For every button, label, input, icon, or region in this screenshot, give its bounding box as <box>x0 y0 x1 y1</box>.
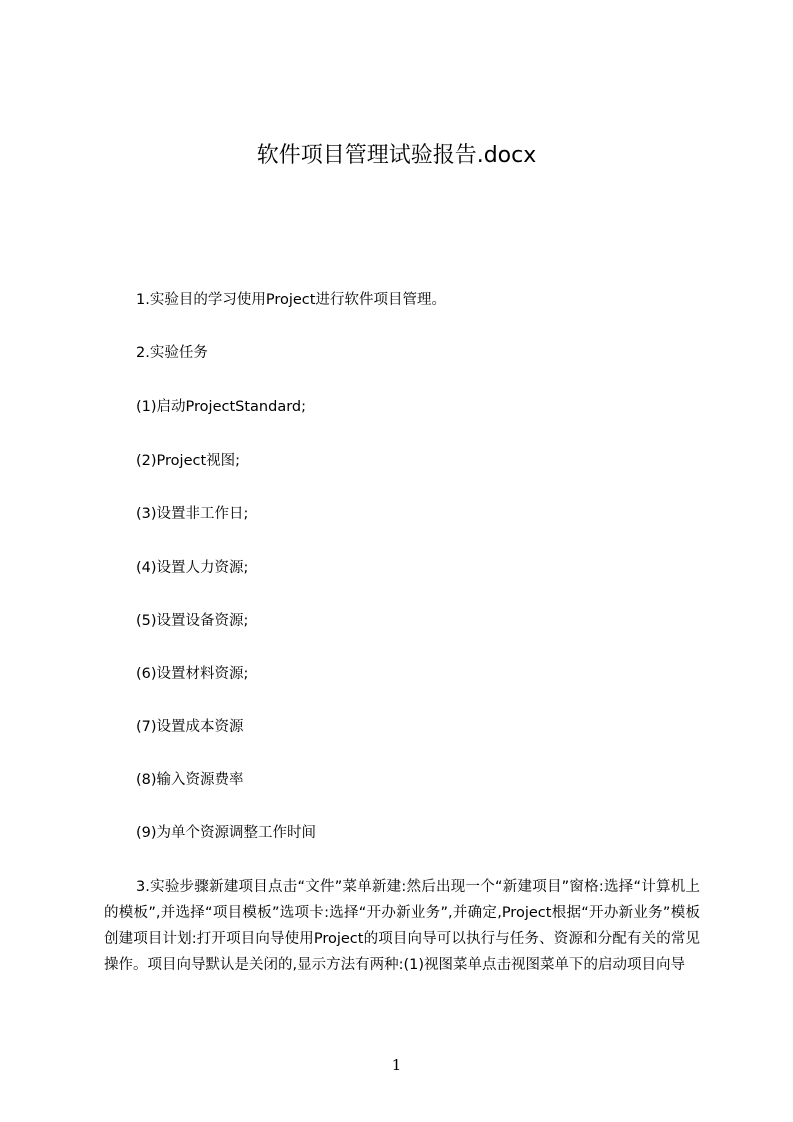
objective-line: 1.实验目的学习使用Project进行软件项目管理。 <box>136 292 446 308</box>
task-item: (3)设置非工作日; <box>136 506 249 522</box>
task-item: (8)输入资源费率 <box>136 772 244 788</box>
task-item: (5)设置设备资源; <box>136 613 249 629</box>
task-item: (6)设置材料资源; <box>136 666 249 682</box>
page-number: 1 <box>391 1056 402 1074</box>
document-title: 软件项目管理试验报告.docx <box>256 143 537 168</box>
steps-paragraph: 3.实验步骤新建项目点击“文件”菜单新建:然后出现一个“新建项目”窗格:选择“计算机上的模板”,并选择“项目模板”选项卡:选择“开办新业务”,并确定,Project根据“开办新业务”模板创建项目计划:打开项目向导使用Project的项目向导可以执行与任务、资源和分配有关的常见操作。项目向导默认是关闭的,显示方法有两种:(1)视图菜单点击视图菜单下的启动项目向导 <box>104 879 700 973</box>
task-item: (4)设置人力资源; <box>136 560 249 576</box>
task-heading: 2.实验任务 <box>136 345 208 361</box>
task-item: (9)为单个资源调整工作时间 <box>136 825 317 841</box>
task-item: (2)Project视图; <box>136 453 241 469</box>
task-item: (1)启动ProjectStandard; <box>136 399 306 415</box>
task-item: (7)设置成本资源 <box>136 719 244 735</box>
